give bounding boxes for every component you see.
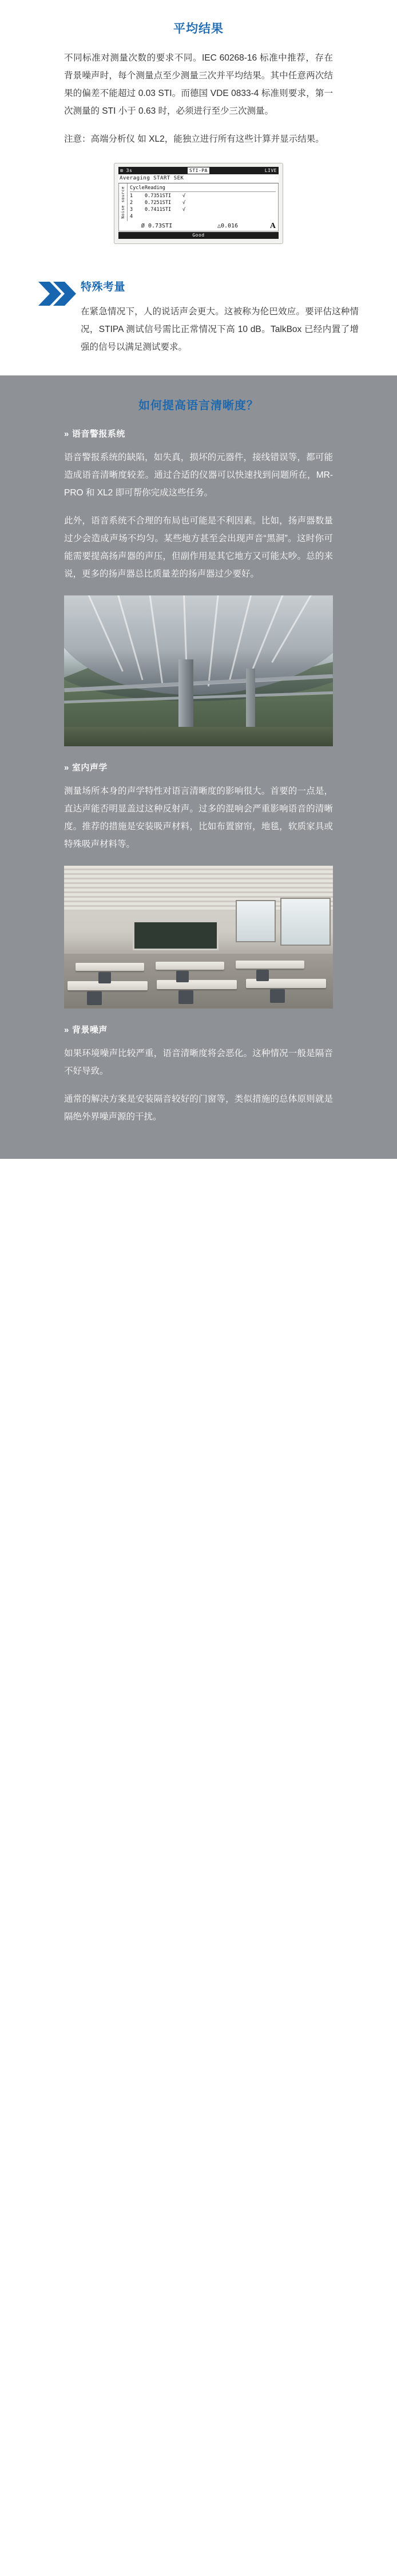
device-grade-value: A <box>269 222 276 230</box>
device-delta-value: △0.016 <box>217 223 239 229</box>
page-root <box>0 0 397 1159</box>
table-row <box>130 193 276 199</box>
subheading-voice-alarm <box>64 427 333 439</box>
stadium-roof-photo <box>64 595 333 746</box>
cell-cycle: 4 <box>130 214 133 219</box>
block-room-acoustics <box>64 761 333 853</box>
table-row <box>130 206 276 213</box>
special-considerations-title: 特殊考量 <box>81 281 126 293</box>
device-status-right: LIVE <box>264 168 277 173</box>
paragraph: 语音警报系统的缺陷，如失真，损坏的元器件，接线错误等，都可能造成语音清晰度较差。通过合适的仪器可以快速找到问题所在，MR-PRO 和 XL2 即可帮你完成这些任务。 <box>64 453 333 498</box>
classroom-photo <box>64 866 333 1009</box>
block-voice-alarm-system <box>64 427 333 583</box>
xl2-device-screenshot <box>114 163 283 244</box>
chevron-marker: » <box>64 429 69 439</box>
paragraph: 此外，语音系统不合理的布局也可能是不利因素。比如，扬声器数量过少会造成声场不均匀。某些地方甚至会出现声音“黑洞”。这时你可能需要提高扬声器的声压，但副作用是其它地方又可能太吵。总的来说，更多的扬声器总比质量差的扬声器过少要好。 <box>64 516 333 579</box>
subheading-text: 背景噪声 <box>72 1025 108 1035</box>
subheading-room-acoustics <box>64 761 333 773</box>
cell-check: √ <box>182 193 186 199</box>
section-improve-intelligibility <box>0 375 397 1159</box>
table-row <box>130 213 276 220</box>
cell-check: √ <box>182 200 186 206</box>
section-average-results <box>0 0 397 263</box>
paragraph: 通常的解决方案是安装隔音较好的门窗等，类似措施的总体原则就是隔绝外界噪声源的干扰。 <box>64 1094 333 1122</box>
device-status-bar <box>118 167 279 174</box>
header-cycle: Cycle <box>130 185 145 191</box>
paragraph: 测量场所本身的声学特性对语言清晰度的影响很大。首要的一点是，直达声能否明显盖过这种反射声。过多的混响会严重影响语音的清晰度。推荐的措施是安装吸声材料，比如布置窗帘，地毯，软质家具或特殊吸声材料等。 <box>64 786 333 849</box>
subheading-text: 语音警报系统 <box>72 429 125 439</box>
device-screen-body <box>118 183 279 221</box>
cell-check: √ <box>182 207 186 213</box>
cell-check <box>182 213 192 220</box>
subheading-text: 室内声学 <box>72 763 108 773</box>
device-mean-value: Ø 0.73STI <box>141 223 173 229</box>
device-status-left: ⊞ 3s <box>120 168 133 173</box>
device-summary-row <box>118 221 279 231</box>
device-mode-badge: STI-PA <box>188 167 209 174</box>
table-row <box>130 199 276 206</box>
cell-reading: 0.7251STI <box>145 200 172 206</box>
chevron-marker: » <box>64 1025 69 1035</box>
header-check <box>182 185 192 191</box>
page-title: 平均结果 <box>173 22 224 35</box>
cell-cycle: 3 <box>130 207 133 213</box>
header-reading: Reading <box>145 185 165 191</box>
table-header-row <box>130 185 276 192</box>
subheading-background-noise <box>64 1023 333 1035</box>
device-side-label-text: Noise source <box>121 186 125 219</box>
cell-reading: 0.7411STI <box>145 207 172 213</box>
device-screenshot-wrapper <box>64 163 333 244</box>
device-footer-status: Good <box>118 232 279 239</box>
paragraph: 不同标准对测量次数的要求不同。IEC 60268-16 标准中推荐，存在背景噪声时，每个测量点至少测量三次并平均结果。其中任意两次结果的偏差不能超过 0.03 STI。而德国 VDE 0833-4 标准则要求，第一次测量的 STI 小于 0.63 时，必须进行至少三次测量。 <box>64 53 333 116</box>
paragraph: 在紧急情况下，人的说话声会更大。这被称为伦巴效应。要评估这种情况，STIPA 测试信号需比正常情况下高 10 dB。TalkBox 已经内置了增强的信号以满足测试要求。 <box>81 307 359 352</box>
paragraph: 如果环境噪声比较严重，语音清晰度将会恶化。这种情况一般是隔音不好导致。 <box>64 1049 333 1076</box>
cell-reading: 0.7351STI <box>145 193 172 199</box>
average-results-text <box>64 49 333 148</box>
device-readings-table <box>128 183 278 221</box>
device-screen-title: Averaging START SEK <box>118 174 279 183</box>
improve-section-title: 如何提高语言清晰度？ <box>138 399 259 412</box>
block-background-noise <box>64 1023 333 1126</box>
chevron-marker: » <box>64 763 69 773</box>
cell-cycle: 2 <box>130 200 133 206</box>
cell-reading <box>145 213 182 220</box>
device-side-label <box>119 183 128 221</box>
cell-cycle: 1 <box>130 193 133 199</box>
section-special-considerations <box>0 263 397 375</box>
note-paragraph: 注意：高端分析仪 如 XL2，能独立进行所有这些计算并显示结果。 <box>64 134 324 144</box>
double-chevron-icon <box>38 278 81 307</box>
